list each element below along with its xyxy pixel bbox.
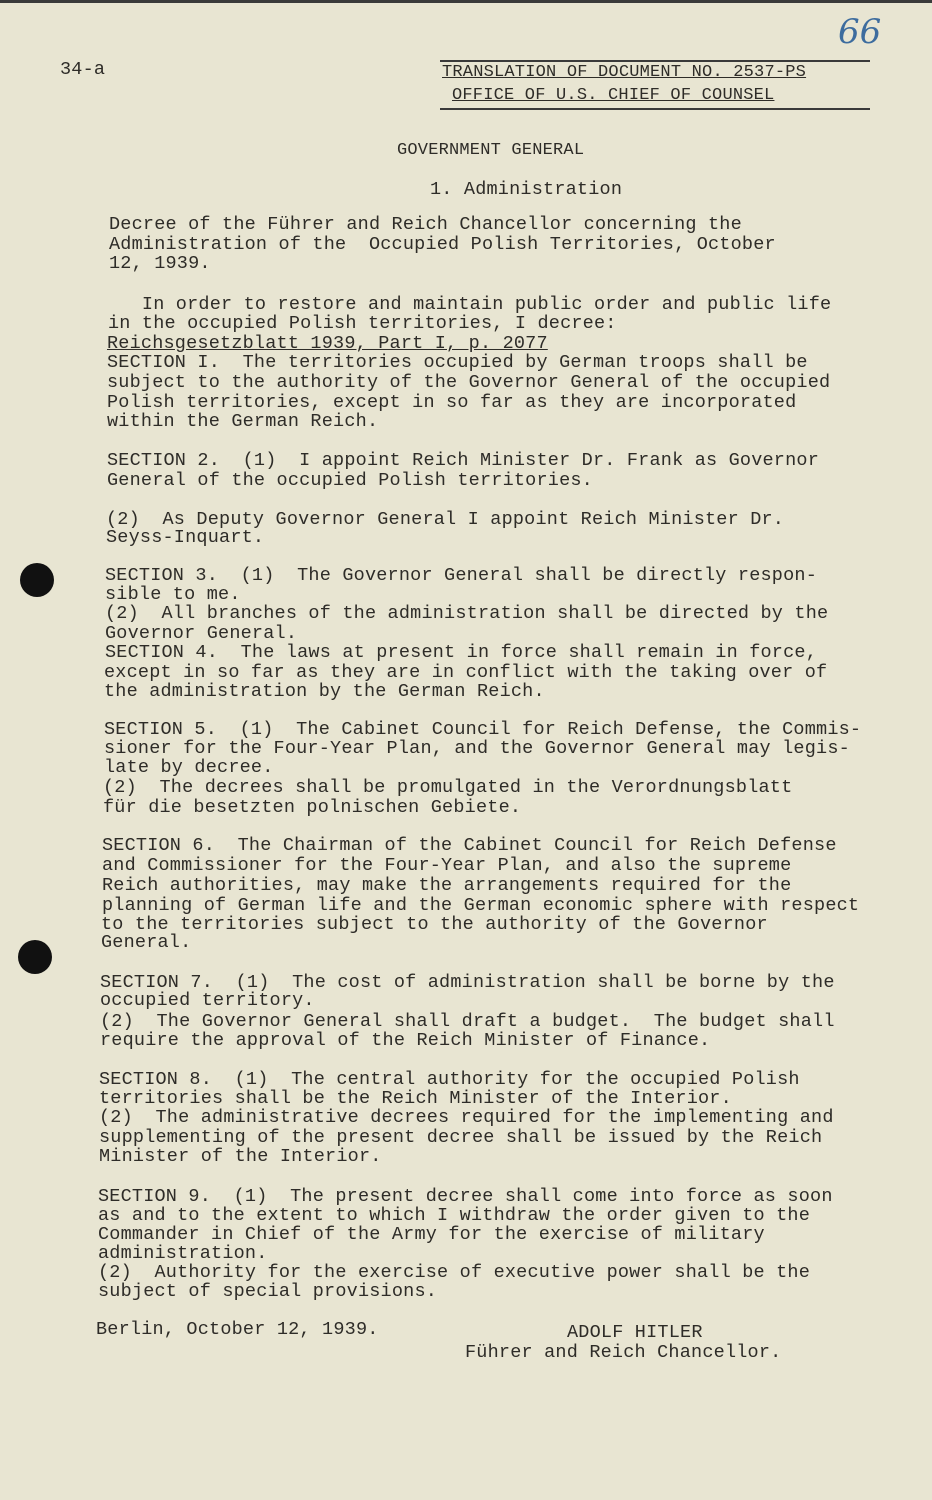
body-line: (2) As Deputy Governor General I appoint Reich Minister Dr. [106, 509, 785, 530]
header-rule [440, 108, 870, 110]
body-line: SECTION 4. The laws at present in force shall remain in force, [105, 642, 818, 663]
body-line: SECTION 6. The Chairman of the Cabinet Council for Reich Defense [102, 835, 837, 856]
body-line: (2) Authority for the exercise of executive power shall be the [98, 1262, 811, 1283]
body-line: SECTION 3. (1) The Governor General shall be directly respon- [105, 565, 818, 586]
body-line: Governor General. [105, 623, 298, 644]
punch-hole [18, 940, 52, 974]
body-line: General of the occupied Polish territories. [107, 470, 593, 491]
body-line: except in so far as they are in conflict with the taking over of [104, 662, 828, 683]
body-line: in the occupied Polish territories, I decree: [108, 313, 617, 334]
body-line: SECTION 9. (1) The present decree shall come into force as soon [98, 1186, 833, 1207]
body-line: SECTION 2. (1) I appoint Reich Minister Dr. Frank as Governor [107, 450, 820, 471]
body-line: 12, 1939. [109, 253, 211, 274]
body-line: subject of special provisions. [98, 1281, 438, 1302]
document-title: GOVERNMENT GENERAL [397, 141, 585, 160]
body-line: SECTION 7. (1) The cost of administration shall be borne by the [100, 972, 835, 993]
body-line: Minister of the Interior. [99, 1146, 382, 1167]
body-line: Administration of the Occupied Polish Territories, October [109, 234, 776, 255]
body-line: occupied territory. [100, 990, 315, 1011]
body-line: (2) All branches of the administration shall be directed by the [105, 603, 829, 624]
body-line: Seyss-Inquart. [106, 527, 265, 548]
body-line: require the approval of the Reich Minister of Finance. [100, 1030, 711, 1051]
signatory-title: Führer and Reich Chancellor. [465, 1342, 782, 1363]
header-rule [440, 60, 870, 62]
page-label: 34-a [60, 59, 106, 80]
body-line: (2) The Governor General shall draft a budget. The budget shall [100, 1011, 835, 1032]
body-line: to the territories subject to the authority of the Governor [101, 914, 768, 935]
body-line: as and to the extent to which I withdraw the order given to the [98, 1205, 811, 1226]
document-header [440, 60, 870, 110]
body-line: SECTION I. The territories occupied by German troops shall be [107, 352, 808, 373]
body-line: General. [101, 932, 192, 953]
body-line: subject to the authority of the Governor General of the occupied [107, 372, 831, 393]
body-line: Reichsgesetzblatt 1939, Part I, p. 2077 [107, 333, 548, 354]
body-line: sioner for the Four-Year Plan, and the Governor General may legis- [104, 738, 850, 759]
body-line: (2) The administrative decrees required for the implementing and [99, 1107, 834, 1128]
body-line: In order to restore and maintain public order and public life [108, 294, 832, 315]
body-line: SECTION 5. (1) The Cabinet Council for Reich Defense, the Commis- [104, 719, 862, 740]
document-subtitle: 1. Administration [430, 179, 623, 200]
header-line-2: OFFICE OF U.S. CHIEF OF COUNSEL [452, 86, 775, 105]
signatory-name: ADOLF HITLER [567, 1322, 703, 1343]
scan-edge [0, 0, 932, 3]
body-line: sible to me. [105, 584, 241, 605]
body-line: administration. [98, 1243, 268, 1264]
handwritten-page-number: 66 [838, 12, 882, 52]
body-line: within the German Reich. [107, 411, 379, 432]
body-line: (2) The decrees shall be promulgated in the Verordnungsblatt [103, 777, 793, 798]
body-line: supplementing of the present decree shall be issued by the Reich [99, 1127, 823, 1148]
body-line: and Commissioner for the Four-Year Plan, and also the supreme [102, 855, 792, 876]
body-line: für die besetzten polnischen Gebiete. [103, 797, 522, 818]
body-line: Decree of the Führer and Reich Chancellor concerning the [109, 214, 742, 235]
body-line: territories shall be the Reich Minister of the Interior. [99, 1088, 732, 1109]
body-line: Commander in Chief of the Army for the exercise of military [98, 1224, 765, 1245]
body-line: SECTION 8. (1) The central authority for the occupied Polish [99, 1069, 800, 1090]
body-line: late by decree. [104, 757, 274, 778]
place-and-date: Berlin, October 12, 1939. [96, 1319, 379, 1340]
punch-hole [20, 563, 54, 597]
body-line: Polish territories, except in so far as they are incorporated [107, 392, 797, 413]
header-line-1: TRANSLATION OF DOCUMENT NO. 2537-PS [442, 63, 807, 82]
body-line: the administration by the German Reich. [104, 681, 545, 702]
body-line: Reich authorities, may make the arrangements required for the [102, 875, 792, 896]
body-line: planning of German life and the German economic sphere with respect [102, 895, 860, 916]
